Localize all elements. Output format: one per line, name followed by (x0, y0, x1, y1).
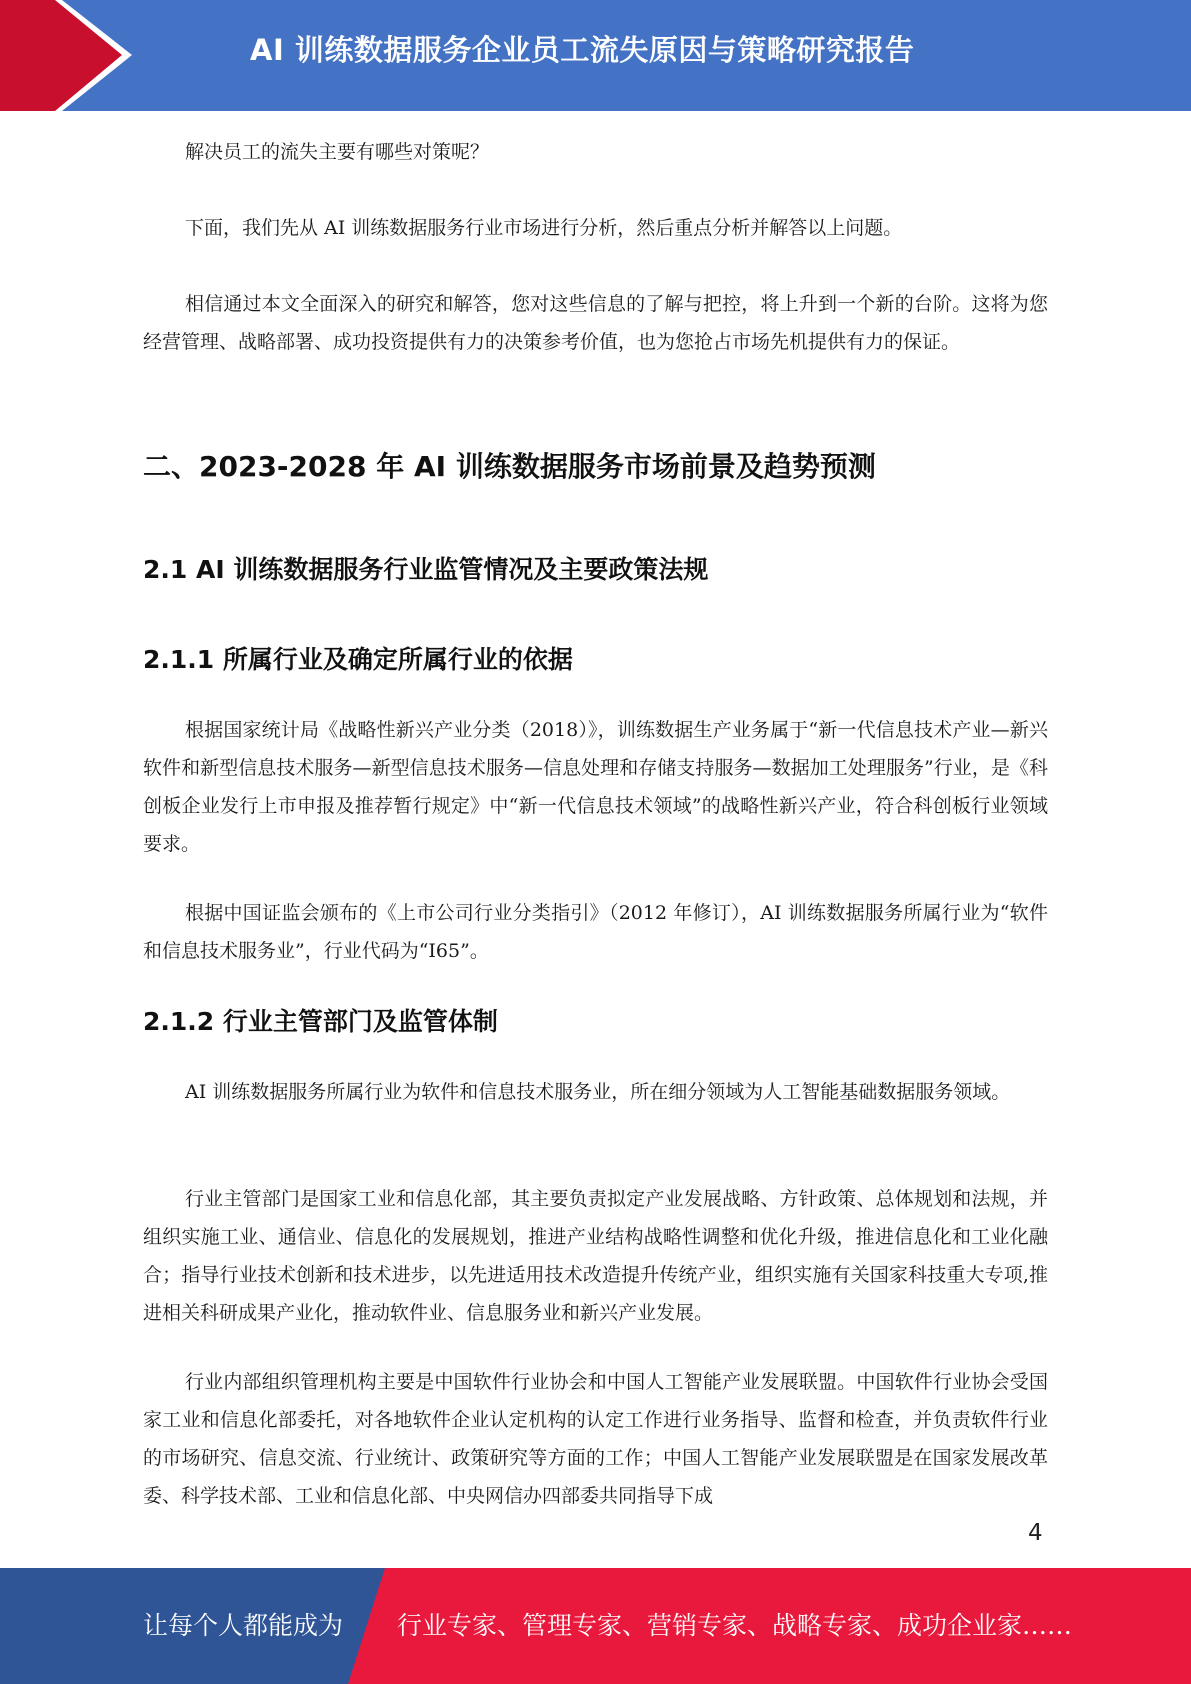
paragraph-industry-classification: 根据国家统计局《战略性新兴产业分类（2018）》，训练数据生产业务属于“新一代信息技术产业—新兴软件和新型信息技术服务—新型信息技术服务—信息处理和存储支持服务—数据加工处理服务”行业，是《科创板企业发行上市申报及推荐暂行规定》中“新一代信息技术领域”的战略性新兴产业，符合科创板行业领域要求。 (143, 719, 1048, 855)
paragraph-value-statement: 相信通过本文全面深入的研究和解答，您对这些信息的了解与把控，将上升到一个新的台阶。这将为您经营管理、战略部署、成功投资提供有力的决策参考价值，也为您抢占市场先机提供有力的保证。 (143, 293, 1048, 353)
paragraph-industry-associations: 行业内部组织管理机构主要是中国软件行业协会和中国人工智能产业发展联盟。中国软件行业协会受国家工业和信息化部委托，对各地软件企业认定机构的认定工作进行业务指导、监督和检查，并负责软件行业的市场研究、信息交流、行业统计、政策研究等方面的工作；中国人工智能产业发展联盟是在国家发展改革委、科学技术部、工业和信息化部、中央网信办四部委共同指导下成 (143, 1371, 1048, 1507)
paragraph-countermeasures-question: 解决员工的流失主要有哪些对策呢？ (185, 141, 490, 163)
section-heading-2-1: 2.1 AI 训练数据服务行业监管情况及主要政策法规 (143, 555, 709, 584)
report-title: AI 训练数据服务企业员工流失原因与策略研究报告 (250, 33, 915, 67)
page-footer (0, 1568, 1191, 1684)
header-chevron-decoration (0, 0, 150, 111)
paragraph-analysis-intro: 下面，我们先从 AI 训练数据服务行业市场进行分析，然后重点分析并解答以上问题。 (185, 217, 903, 239)
footer-slogan-left: 让每个人都能成为 (143, 1611, 344, 1640)
section-heading-2: 二、2023-2028 年 AI 训练数据服务市场前景及趋势预测 (143, 450, 876, 483)
section-heading-2-1-2: 2.1.2 行业主管部门及监管体制 (143, 1007, 498, 1036)
footer-slogan-right: 行业专家、管理专家、营销专家、战略专家、成功企业家…… (397, 1611, 1073, 1640)
paragraph-csrc-classification: 根据中国证监会颁布的《上市公司行业分类指引》（2012 年修订），AI 训练数据服务所属行业为“软件和信息技术服务业”，行业代码为“I65”。 (143, 902, 1048, 962)
paragraph-sub-field: AI 训练数据服务所属行业为软件和信息技术服务业，所在细分领域为人工智能基础数据服务领域。 (185, 1081, 1011, 1103)
paragraph-regulator: 行业主管部门是国家工业和信息化部，其主要负责拟定产业发展战略、方针政策、总体规划和法规，并组织实施工业、通信业、信息化的发展规划，推进产业结构战略性调整和优化升级，推进信息化和工业化融合；指导行业技术创新和技术进步，以先进适用技术改造提升传统产业，组织实施有关国家科技重大专项,推进相关科研成果产业化，推动软件业、信息服务业和新兴产业发展。 (143, 1188, 1048, 1324)
page-number: 4 (1028, 1520, 1043, 1546)
page-header (0, 0, 1191, 111)
section-heading-2-1-1: 2.1.1 所属行业及确定所属行业的依据 (143, 645, 573, 674)
